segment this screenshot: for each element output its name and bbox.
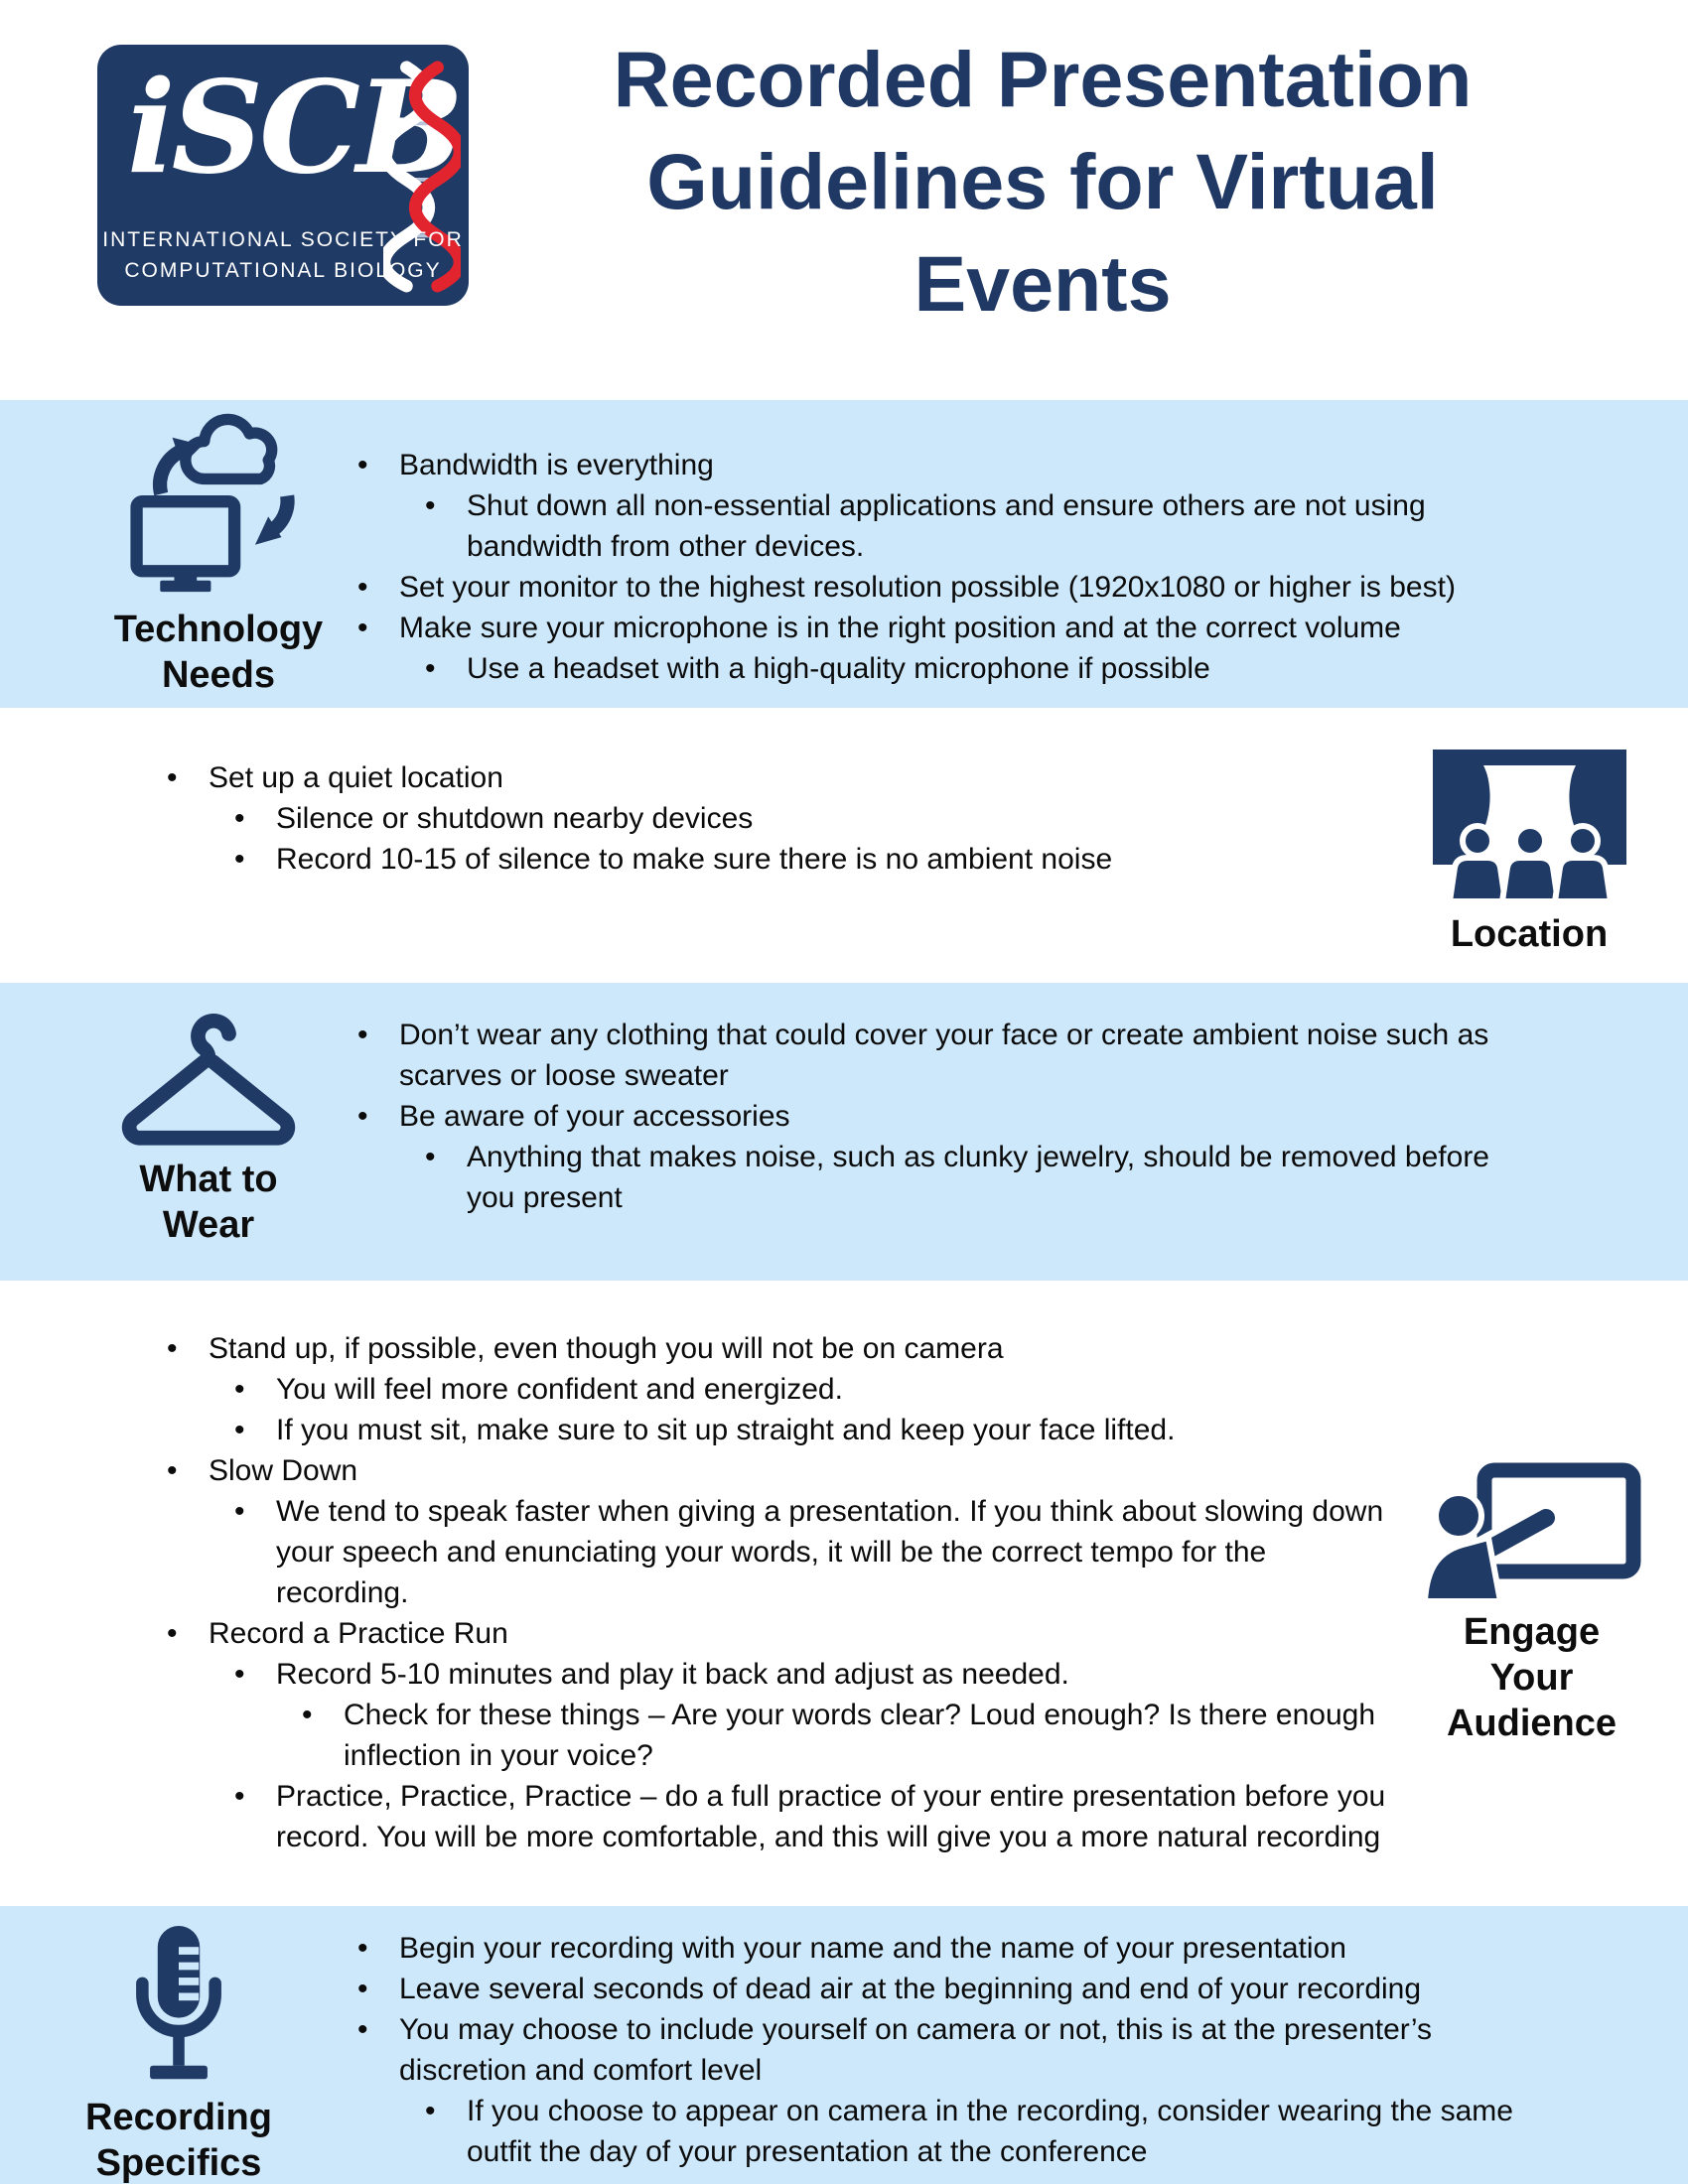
engage-heading: Engage Your Audience: [1446, 1611, 1618, 1744]
wear-heading: What to Wear: [139, 1159, 278, 1246]
recording-heading: Recording Specifics: [85, 2097, 272, 2184]
clothes-hanger-icon: [114, 1008, 303, 1149]
bullet-item: [234, 1654, 1398, 1695]
bullet-text: Record 10-15 of silence to make sure there is no ambient noise: [276, 843, 1113, 876]
bullet-item: [234, 1369, 1398, 1410]
bullet-text: Bandwidth is everything: [399, 449, 714, 481]
technology-heading: Technology Needs: [113, 609, 324, 696]
technology-bullet-list: [357, 445, 1539, 689]
bullet-item: [425, 648, 1539, 689]
recording-side-block: [55, 1926, 303, 2184]
bullet-item: [357, 567, 1539, 608]
wear-side-block: [60, 1008, 357, 1248]
iscb-logo-brand: iSCB: [127, 54, 461, 203]
engage-bullet-list: [167, 1328, 1398, 1857]
bullet-item: [234, 839, 1398, 880]
cloud-sync-monitor-icon: [129, 410, 308, 599]
location-heading: Location: [1450, 913, 1609, 955]
bullet-item: [302, 1695, 1398, 1776]
bullet-text: Begin your recording with your name and the name of your presentation: [399, 1932, 1346, 1965]
bullet-item: [357, 608, 1539, 648]
section-location: [0, 708, 1688, 983]
bullet-item: [167, 1328, 1398, 1369]
bullet-item: [425, 1137, 1539, 1218]
page-title: [477, 28, 1609, 335]
bullet-text: If you choose to appear on camera in the recording, consider wearing the same outfit the day of your presentation at the conference: [467, 2095, 1513, 2168]
bullet-text: Anything that makes noise, such as clunky jewelry, should be removed before you present: [467, 1141, 1489, 1214]
bullet-item: [425, 2091, 1539, 2172]
bullet-text: Be aware of your accessories: [399, 1100, 790, 1133]
logo-caption-line1: INTERNATIONAL SOCIETY FOR: [102, 228, 464, 251]
location-bullet-list: [167, 757, 1398, 880]
bullet-item: [425, 485, 1539, 567]
bullet-item: [357, 1015, 1539, 1096]
bullet-text: You will feel more confident and energized.: [276, 1373, 843, 1406]
bullet-text: Silence or shutdown nearby devices: [276, 802, 754, 835]
location-side-block: [1425, 750, 1633, 957]
bullet-item: [357, 2009, 1539, 2091]
header: [0, 0, 1688, 400]
bullet-text: Don’t wear any clothing that could cover your face or create ambient noise such as scarves or loose sweater: [399, 1019, 1489, 1092]
bullet-item: [167, 1613, 1398, 1654]
bullet-item: [234, 1410, 1398, 1450]
bullet-item: [234, 1776, 1398, 1857]
logo-caption-line2: COMPUTATIONAL BIOLOGY: [124, 259, 442, 282]
bullet-text: Shut down all non-essential applications and ensure others are not using bandwidth from other devices.: [467, 489, 1426, 563]
audience-stage-icon: [1433, 750, 1626, 903]
wear-bullet-list: [357, 1015, 1539, 1218]
bullet-text: If you must sit, make sure to sit up straight and keep your face lifted.: [276, 1414, 1176, 1446]
bullet-text: Stand up, if possible, even though you will not be on camera: [209, 1332, 1004, 1365]
bullet-text: Record a Practice Run: [209, 1617, 508, 1650]
recording-bullet-list: [357, 1928, 1539, 2172]
bullet-item: [357, 1096, 1539, 1137]
bullet-text: Set up a quiet location: [209, 761, 503, 794]
bullet-text: Check for these things – Are your words clear? Loud enough? Is there enough inflection in your voice?: [344, 1699, 1375, 1772]
bullet-item: [234, 1491, 1398, 1613]
section-what-to-wear: [0, 983, 1688, 1281]
microphone-icon: [129, 1926, 228, 2087]
bullet-item: [357, 1969, 1539, 2009]
technology-side-block: [70, 410, 367, 698]
page-title-line3: Events: [914, 239, 1172, 328]
iscb-logo: [97, 45, 469, 306]
bullet-text: Make sure your microphone is in the right position and at the correct volume: [399, 612, 1401, 644]
presenter-screen-icon: [1423, 1462, 1641, 1601]
bullet-text: You may choose to include yourself on camera or not, this is at the presenter’s discretion and comfort level: [399, 2013, 1433, 2087]
engage-side-block: [1415, 1462, 1648, 1746]
section-engage-your-audience: [0, 1281, 1688, 1906]
bullet-text: Record 5-10 minutes and play it back and adjust as needed.: [276, 1658, 1069, 1691]
bullet-text: Slow Down: [209, 1454, 358, 1487]
bullet-item: [357, 1928, 1539, 1969]
bullet-text: Use a headset with a high-quality microphone if possible: [467, 652, 1210, 685]
bullet-item: [357, 445, 1539, 485]
page-title-line1: Recorded Presentation: [613, 35, 1473, 123]
bullet-item: [234, 798, 1398, 839]
bullet-text: Leave several seconds of dead air at the beginning and end of your recording: [399, 1973, 1422, 2005]
bullet-text: We tend to speak faster when giving a presentation. If you think about slowing down your speech and enunciating your words, it will be the correct tempo for the recording.: [276, 1495, 1384, 1609]
section-technology-needs: [0, 400, 1688, 708]
bullet-item: [167, 757, 1398, 798]
bullet-text: Set your monitor to the highest resolution possible (1920x1080 or higher is best): [399, 571, 1456, 604]
section-recording-specifics: [0, 1906, 1688, 2184]
page-title-line2: Guidelines for Virtual: [646, 137, 1439, 225]
bullet-text: Practice, Practice, Practice – do a full practice of your entire presentation before you record. You will be more comfortable, and this will give you a more natural recording: [276, 1780, 1386, 1853]
bullet-item: [167, 1450, 1398, 1491]
